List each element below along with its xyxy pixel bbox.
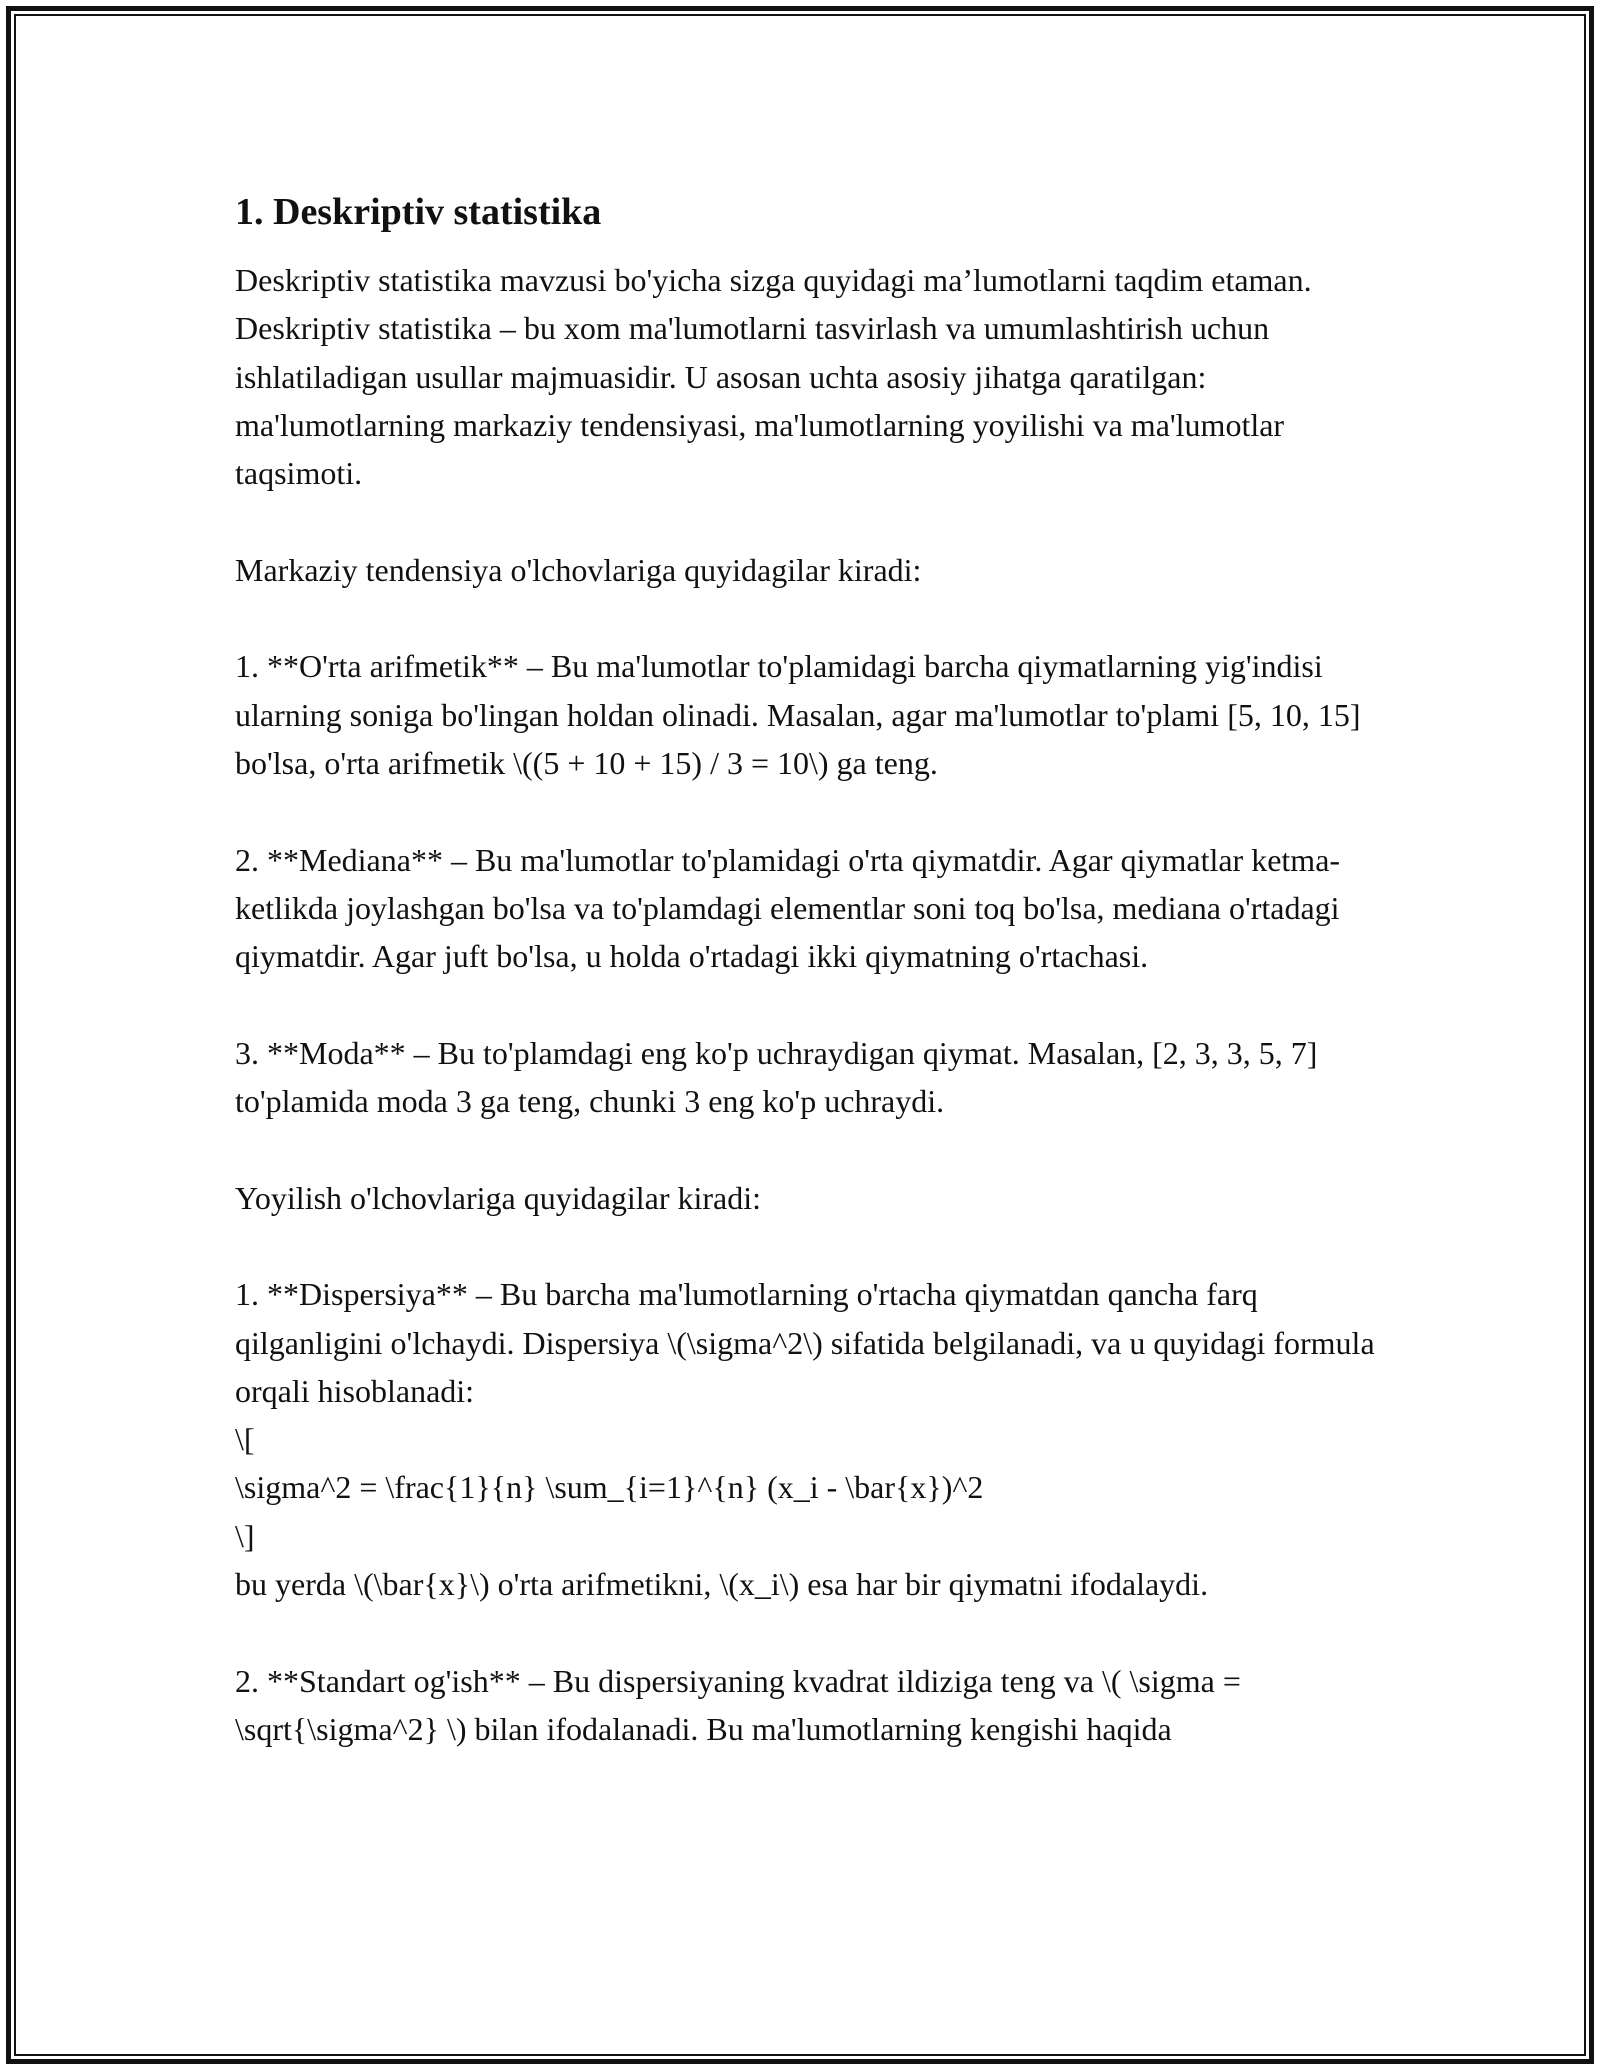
list-item-mean: 1. **O'rta arifmetik** – Bu ma'lumotlar to'plamidagi barcha qiymatlarning yig'indisi ularning soniga bo'lingan holdan olinadi. Masalan, agar ma'lumotlar to'plami [5, 10, 15] bo'lsa, o'rta arifmetik \((5 + 10 + 15) / 3 = 10\) ga teng.	[235, 648, 1361, 781]
list-item-variance: 1. **Dispersiya** – Bu barcha ma'lumotlarning o'rtacha qiymatdan qancha farq qilganligini o'lchaydi. Dispersiya \(\sigma^2\) sifatida belgilanadi, va u quyidagi formula orqali hisoblanadi: \[ \sigma^2 = \frac{1}{n} \sum_{i=1}^{n} (x_i - \bar{x})^2 \] bu yerda \(\bar{x}\) o'rta arifmetikni, \(x_i\) esa har bir qiymatni ifodalaydi.	[235, 1276, 1375, 1603]
list-item-mode: 3. **Moda** – Bu to'plamdagi eng ko'p uchraydigan qiymat. Masalan, [2, 3, 3, 5, 7] to'plamida moda 3 ga teng, chunki 3 eng ko'p uchraydi.	[235, 1034, 1318, 1120]
intro-paragraph: Deskriptiv statistika mavzusi bo'yicha sizga quyidagi ma’lumotlarni taqdim etaman. Deskriptiv statistika – bu xom ma'lumotlarni tasvirlash va umumlashtirish uchun ishlatiladigan usullar majmuasidir. U asosan uchta asosiy jihatga qaratilgan: ma'lumotlarning markaziy tendensiyasi, ma'lumotlarning yoyilishi va ma'lumotlar taqsimoti.	[235, 262, 1312, 492]
list-item-std-deviation: 2. **Standart og'ish** – Bu dispersiyaning kvadrat ildiziga teng va \( \sigma = \sqrt{\sigma^2} \) bilan ifodalanadi. Bu ma'lumotlarning kengishi haqida	[235, 1662, 1241, 1747]
list-item-median: 2. **Mediana** – Bu ma'lumotlar to'plamidagi o'rta qiymatdir. Agar qiymatlar ketma-ketlikda joylashgan bo'lsa va to'plamdagi elementlar soni toq bo'lsa, mediana o'rtadagi qiymatdir. Agar juft bo'lsa, u holda o'rtadagi ikki qiymatning o'rtachasi.	[235, 841, 1341, 975]
section-heading: 1. Deskriptiv statistika	[235, 191, 602, 233]
dispersion-measures-intro: Yoyilish o'lchovlariga quyidagilar kiradi:	[235, 1179, 761, 1216]
document-body	[235, 188, 1375, 1753]
central-tendency-intro: Markaziy tendensiya o'lchovlariga quyidagilar kiradi:	[235, 551, 922, 588]
